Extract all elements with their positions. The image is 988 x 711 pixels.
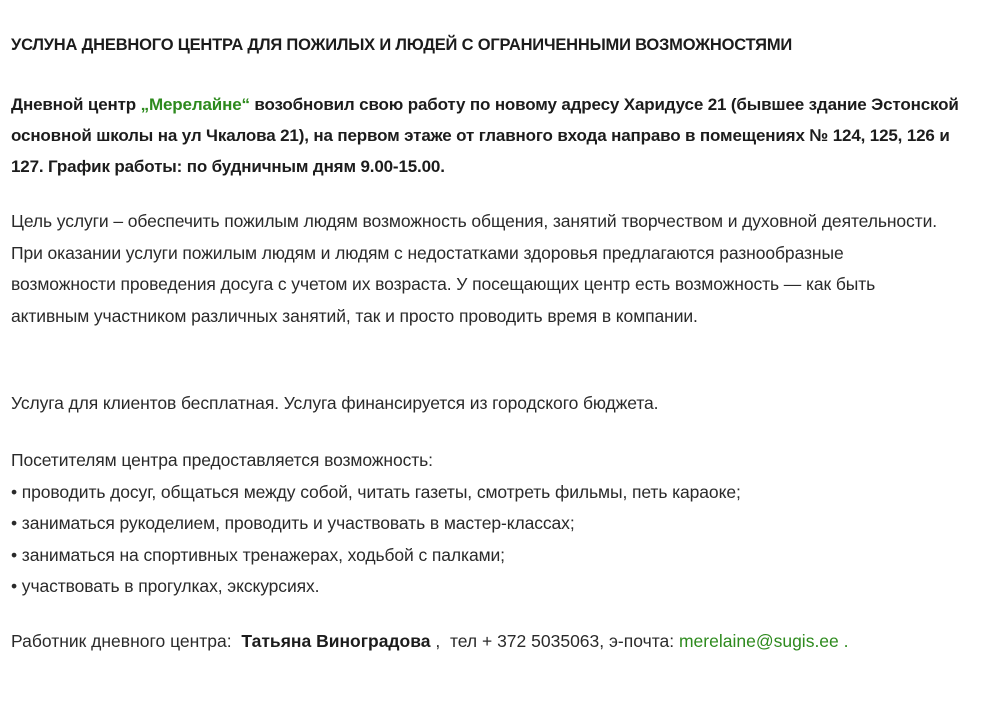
- contact-phone: тел + 372 5035063, э-почта:: [449, 631, 675, 651]
- email-link[interactable]: merelaine@sugis.ee .: [678, 631, 849, 651]
- goal-paragraph: Цель услуги – обеспечить пожилым людям возможность общения, занятий творчеством и духовной деятельности. При оказании услуги пожилым людям и людям с недостатками здоровья предлагаются разнообразные возможности проведения досуга с учетом их возраста. У посещающих центр есть возможность — как быть активным участником различных занятий, так и просто проводить время в компании.: [11, 211, 938, 326]
- list-item: • участвовать в прогулках, экскурсиях.: [11, 576, 320, 596]
- list-item: • заниматься рукоделием, проводить и участвовать в мастер-классах;: [11, 513, 575, 533]
- list-item: • проводить досуг, общаться между собой, читать газеты, смотреть фильмы, петь караоке;: [11, 481, 741, 502]
- intro-text-after: возобновил свою работу по новому адресу Харидусе 21 (бывшее здание Эстонской основной школы на ул Чкалова 21), на первом этаже от главного входа направо в помещениях № 124, 125, 126 и 127. График работы: по будничным дням 9.00-15.00.: [11, 95, 959, 176]
- intro-text-before: Дневной центр: [11, 95, 141, 114]
- list-item: • заниматься на спортивных тренажерах, ходьбой с палками;: [11, 544, 505, 565]
- intro-paragraph: [11, 89, 976, 182]
- contact-name: Татьяна Виноградова: [241, 631, 431, 651]
- activities-list: [11, 477, 971, 603]
- center-name: „Мерелайне“: [140, 95, 250, 114]
- visitors-intro: Посетителям центра предоставляется возможность:: [11, 450, 433, 470]
- contact-line: Работник дневного центра: Татьяна Виноградова , тел + 372 5035063, э-почта: merelaine@sugis.ee .: [11, 631, 849, 651]
- page-title: УСЛУНА ДНЕВНОГО ЦЕНТРА ДЛЯ ПОЖИЛЫХ И ЛЮДЕЙ С ОГРАНИЧЕННЫМИ ВОЗМОЖНОСТЯМИ: [11, 36, 793, 54]
- contact-label: Работник дневного центра:: [11, 631, 232, 651]
- visitors-section: [11, 445, 971, 603]
- free-service-paragraph: Услуга для клиентов бесплатная. Услуга финансируется из городского бюджета.: [11, 393, 659, 413]
